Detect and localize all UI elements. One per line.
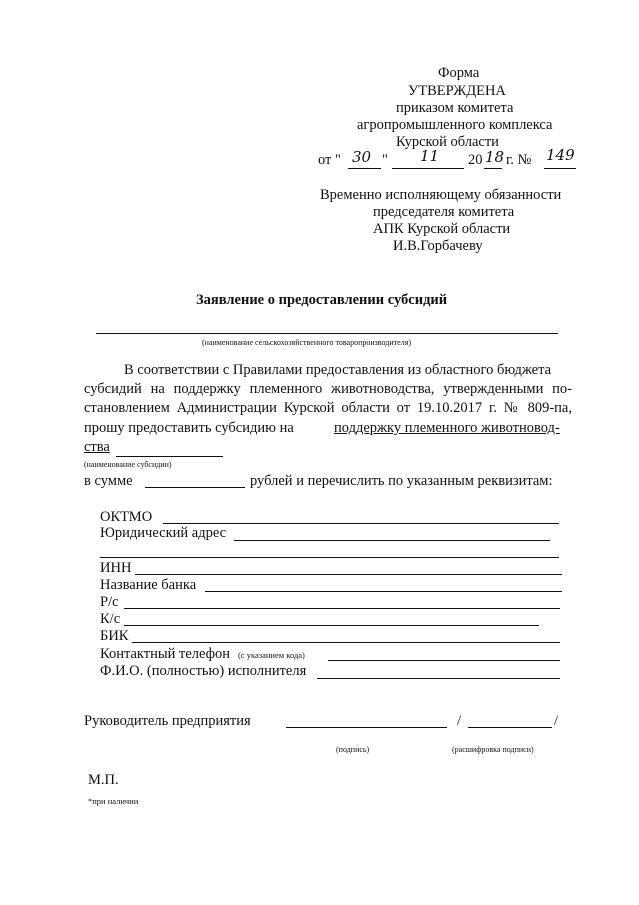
subsidy-name-part-1: поддержку племенного животновод- bbox=[334, 420, 560, 436]
producer-name-line bbox=[96, 333, 558, 334]
stamp-label: М.П. bbox=[88, 772, 119, 788]
body-line-2: субсидий на поддержку племенного животноводства, утвержденными по- bbox=[84, 381, 572, 397]
addressee-line-4: И.В.Горбачеву bbox=[393, 238, 483, 254]
subsidy-name-line bbox=[116, 456, 223, 457]
year-suffix-line bbox=[484, 168, 502, 169]
document-title: Заявление о предоставлении субсидий bbox=[196, 292, 448, 308]
producer-caption: (наименование сельскохозяйственного товаропроизводителя) bbox=[202, 338, 412, 347]
oktmo-field[interactable] bbox=[163, 523, 559, 524]
sum-field-line[interactable] bbox=[145, 487, 245, 488]
date-prefix: от " bbox=[318, 152, 341, 168]
sum-prefix: в сумме bbox=[84, 473, 133, 489]
ks-label: К/с bbox=[100, 611, 121, 627]
order-number-line bbox=[544, 168, 576, 169]
fio-field[interactable] bbox=[317, 678, 560, 679]
fio-label: Ф.И.О. (полностью) исполнителя bbox=[100, 663, 307, 679]
order-number: 149 bbox=[546, 146, 575, 164]
addressee-line-2: председателя комитета bbox=[373, 204, 515, 220]
oktmo-label: ОКТМО bbox=[100, 509, 153, 525]
sum-suffix: рублей и перечислить по указанным реквизитам: bbox=[250, 473, 553, 489]
rs-field[interactable] bbox=[124, 608, 560, 609]
bank-name-field[interactable] bbox=[205, 591, 562, 592]
signature-decode-caption: (расшифровка подписи) bbox=[452, 745, 534, 754]
date-month: 11 bbox=[420, 147, 440, 165]
body-line-1: В соответствии с Правилами предоставления из областного бюджета bbox=[124, 362, 552, 378]
signature-decode-line[interactable] bbox=[468, 727, 552, 728]
footnote: *при наличии bbox=[88, 796, 139, 806]
rs-label: Р/с bbox=[100, 594, 119, 610]
legal-address-label: Юридический адрес bbox=[100, 525, 227, 541]
date-day: 30 bbox=[352, 148, 372, 166]
form-label: Форма bbox=[438, 65, 480, 81]
addressee-line-1: Временно исполняющему обязанности bbox=[320, 187, 562, 203]
date-day-line bbox=[348, 168, 381, 169]
inn-label: ИНН bbox=[100, 560, 132, 576]
bank-name-label: Название банка bbox=[100, 577, 197, 593]
ks-field[interactable] bbox=[124, 625, 539, 626]
order-line-2: агропромышленного комплекса bbox=[357, 117, 553, 133]
date-month-line bbox=[392, 168, 464, 169]
subsidy-name-part-2: ства bbox=[84, 439, 110, 455]
legal-address-field-2[interactable] bbox=[100, 557, 559, 558]
approved-label: УТВЕРЖДЕНА bbox=[408, 83, 506, 99]
phone-note: (с указанием кода) bbox=[238, 650, 305, 660]
body-line-4-start: прошу предоставить субсидию на bbox=[84, 420, 294, 436]
body-line-3: становлением Администрации Курской области от 19.10.2017 г. № 809-па, bbox=[84, 400, 572, 416]
date-mid-quote: " bbox=[382, 152, 388, 168]
addressee-line-3: АПК Курской области bbox=[373, 221, 511, 237]
year-suffix: 18 bbox=[485, 148, 505, 166]
bik-label: БИК bbox=[100, 628, 129, 644]
phone-field[interactable] bbox=[328, 660, 560, 661]
subsidy-caption: (наименование субсидии) bbox=[84, 460, 172, 469]
inn-field[interactable] bbox=[135, 574, 562, 575]
year-after: г. № bbox=[506, 152, 532, 168]
signature-line[interactable] bbox=[286, 727, 447, 728]
order-line-1: приказом комитета bbox=[396, 100, 514, 116]
bik-field[interactable] bbox=[132, 642, 560, 643]
signature-caption: (подпись) bbox=[336, 745, 370, 754]
phone-label: Контактный телефон bbox=[100, 646, 231, 662]
year-prefix: 20 bbox=[468, 152, 483, 168]
signature-slash-1: / bbox=[457, 713, 462, 729]
signature-slash-2: / bbox=[554, 713, 559, 729]
order-line-3: Курской области bbox=[396, 134, 499, 150]
head-label: Руководитель предприятия bbox=[84, 713, 251, 729]
legal-address-field[interactable] bbox=[234, 540, 550, 541]
